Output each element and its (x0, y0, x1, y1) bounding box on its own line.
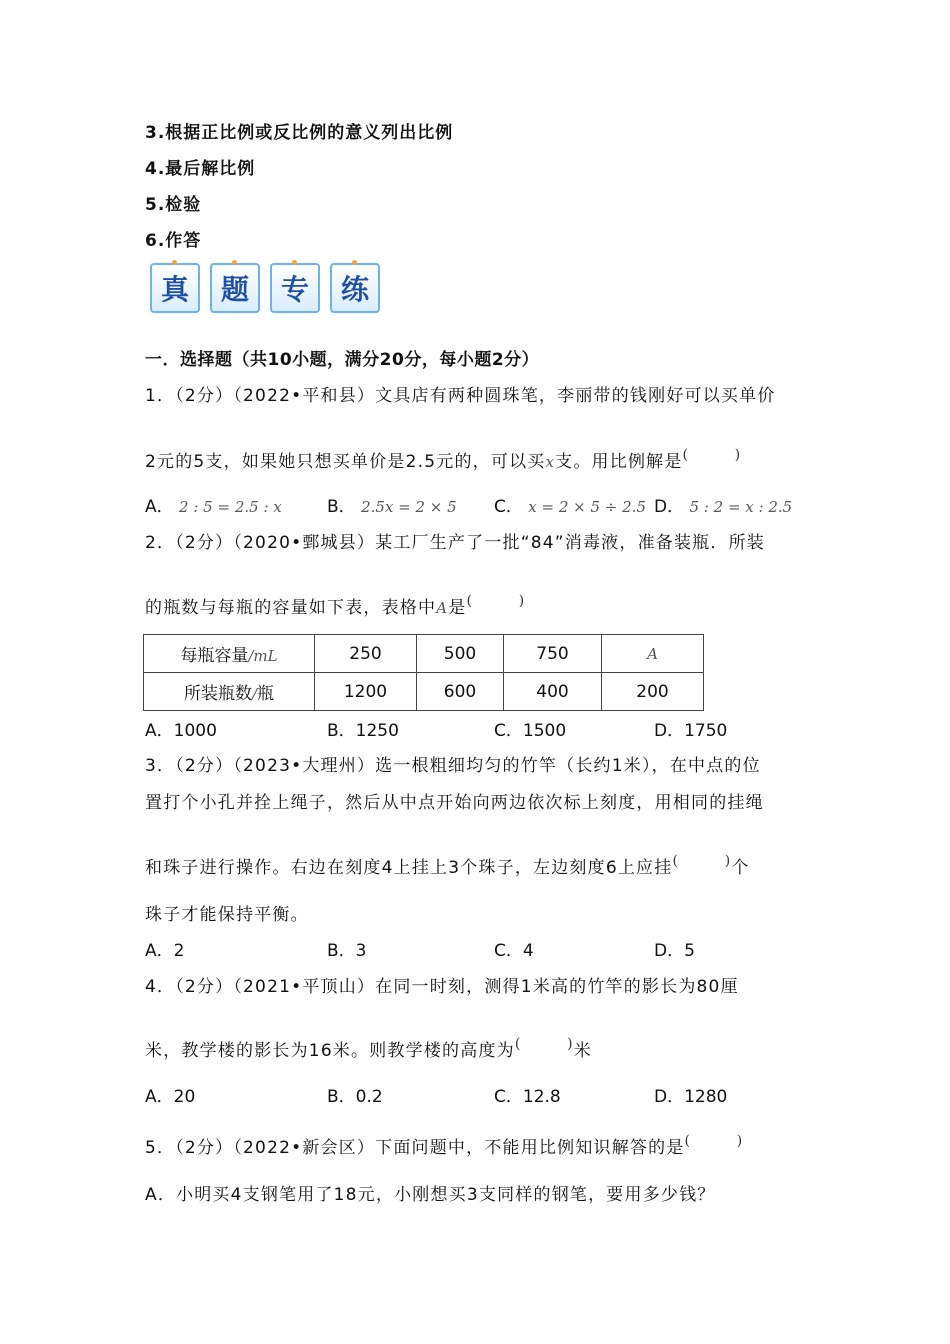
q3-line2: 置打个小孔并拴上绳子，然后从中点开始向两边依次标上刻度，用相同的挂绳 (145, 793, 764, 813)
q1-option-d[interactable]: D． 5 : 2 = x : 2.5 (654, 497, 793, 517)
section-title: 一．选择题（共10小题，满分20分，每小题2分） (145, 350, 540, 370)
step-3: 3.根据正比例或反比例的意义列出比例 (145, 123, 454, 143)
q3-line4: 珠子才能保持平衡。 (145, 905, 309, 925)
table-cell: 每瓶容量/mL (144, 635, 315, 673)
badge-tile: 真 (150, 263, 200, 313)
q4-option-d[interactable]: D．1280 (654, 1087, 728, 1107)
q1-option-a[interactable]: A． 2 : 5 = 2.5 : x (145, 497, 282, 517)
q3-option-b[interactable]: B．3 (327, 941, 367, 961)
table-cell: A (602, 635, 704, 673)
table-cell: 所装瓶数/瓶 (144, 673, 315, 711)
step-4: 4.最后解比例 (145, 159, 256, 179)
q2-option-a[interactable]: A．1000 (145, 721, 217, 741)
step-6: 6.作答 (145, 231, 202, 251)
table-cell: 400 (504, 673, 602, 711)
table-row (144, 673, 704, 711)
table-cell: 600 (417, 673, 504, 711)
table-cell: 200 (602, 673, 704, 711)
q5-line1: 5．（2分）（2022•新会区）下面问题中，不能用比例知识解答的是( ) (145, 1133, 744, 1158)
step-5: 5.检验 (145, 195, 202, 215)
q4-option-c[interactable]: C．12.8 (494, 1087, 561, 1107)
q3-option-c[interactable]: C．4 (494, 941, 534, 961)
q2-table (143, 634, 704, 711)
q2-option-b[interactable]: B．1250 (327, 721, 399, 741)
table-cell: 250 (315, 635, 417, 673)
badge-tile: 题 (210, 263, 260, 313)
q2-option-d[interactable]: D．1750 (654, 721, 728, 741)
zhenti-zhuanlian-badge (150, 263, 390, 313)
q4-option-a[interactable]: A．20 (145, 1087, 196, 1107)
table-cell: 1200 (315, 673, 417, 711)
badge-tile: 练 (330, 263, 380, 313)
q1-line2: 2元的5支，如果她只想买单价是2.5元的，可以买x支。用比例解是( ) (145, 447, 742, 472)
q4-option-b[interactable]: B．0.2 (327, 1087, 383, 1107)
q3-option-d[interactable]: D．5 (654, 941, 695, 961)
table-row (144, 635, 704, 673)
q4-line1: 4．（2分）（2021•平顶山）在同一时刻，测得1米高的竹竿的影长为80厘 (145, 977, 739, 997)
q3-line1: 3．（2分）（2023•大理州）选一根粗细均匀的竹竿（长约1米），在中点的位 (145, 756, 761, 776)
table-cell: 750 (504, 635, 602, 673)
q1-option-c[interactable]: C． x = 2 × 5 ÷ 2.5 (494, 497, 646, 517)
q3-line3: 和珠子进行操作。右边在刻度4上挂上3个珠子，左边刻度6上应挂( )个 (145, 853, 750, 878)
table-cell: 500 (417, 635, 504, 673)
q1-line1: 1．（2分）（2022•平和县）文具店有两种圆珠笔，李丽带的钱刚好可以买单价 (145, 386, 776, 406)
badge-tile: 专 (270, 263, 320, 313)
q1-option-b[interactable]: B． 2.5x = 2 × 5 (327, 497, 457, 517)
q3-option-a[interactable]: A．2 (145, 941, 185, 961)
q4-line2: 米，教学楼的影长为16米。则教学楼的高度为( )米 (145, 1036, 592, 1061)
q2-line2: 的瓶数与每瓶的容量如下表，表格中A是( ) (145, 593, 526, 618)
q5-option-a[interactable]: A．小明买4支钢笔用了18元，小刚想买3支同样的钢笔，要用多少钱？ (145, 1185, 716, 1205)
q2-option-c[interactable]: C．1500 (494, 721, 567, 741)
q2-line1: 2．（2分）（2020•鄄城县）某工厂生产了一批“84”消毒液，准备装瓶．所装 (145, 533, 765, 553)
